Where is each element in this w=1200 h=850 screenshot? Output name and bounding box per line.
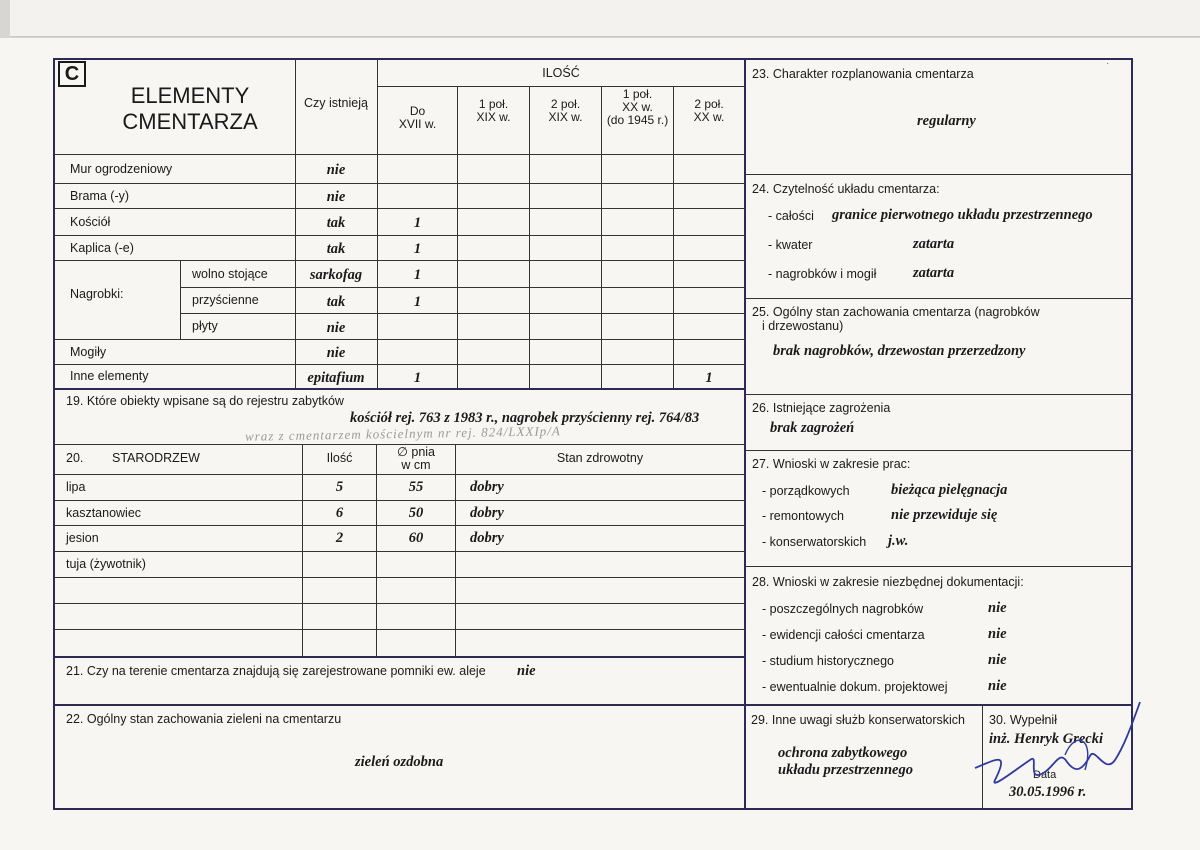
s27-item-value: bieżąca pielęgnacja (891, 482, 1008, 498)
form-title-line1: ELEMENTY (130, 83, 250, 108)
period-header-line: 1 poł. (478, 97, 509, 111)
element-exists-value: tak (326, 293, 346, 310)
element-row-label: Kaplica (-e) (70, 240, 134, 255)
s28-item-value: nie (988, 626, 1007, 642)
section-badge: C (58, 61, 86, 87)
period-header-line: XVII w. (398, 117, 437, 131)
element-row-label: Brama (-y) (70, 188, 130, 203)
s20-title: STARODRZEW (112, 451, 200, 465)
s24-item-value: zatarta (913, 236, 955, 252)
s19-label: 19. Które obiekty wpisane są do rejestru zabytków (66, 394, 344, 408)
period-header-line: 2 poł. (694, 97, 724, 111)
s26-value: brak zagrożeń (770, 420, 855, 436)
tree-health: dobry (470, 530, 504, 546)
element-qty-value: 1 (413, 241, 422, 257)
period-header-line: XX w. (622, 100, 653, 114)
period-header-line: 2 poł. (550, 97, 581, 111)
period-header-line: XIX w. (548, 110, 583, 124)
s22-label: 22. Ogólny stan zachowania zieleni na cmentarzu (66, 712, 342, 726)
s20-col-diam: ∅ pnia (397, 445, 435, 459)
s27-item-value: nie przewiduje się (891, 507, 998, 523)
period-header-line: XIX w. (476, 110, 511, 124)
col-exists-header: Czy istnieją (304, 96, 368, 110)
period-header-line: Do (409, 104, 426, 118)
s29-value2: układu przestrzennego (778, 762, 913, 778)
s26-label: 26. Istniejące zagrożenia (752, 401, 891, 415)
tree-diameter: 60 (408, 530, 424, 546)
s28-item-value: nie (988, 600, 1007, 616)
element-exists-value: sarkofag (309, 267, 363, 283)
corner-mark: · (1106, 58, 1110, 69)
s23-label: 23. Charakter rozplanowania cmentarza (752, 67, 974, 81)
s27-label: 27. Wnioski w zakresie prac: (752, 457, 911, 471)
tree-diameter: 55 (408, 479, 424, 495)
s24-item-label: - kwater (768, 238, 813, 252)
s30-label: 30. Wypełnił (989, 713, 1057, 727)
nagrobki-label: Nagrobki: (70, 287, 124, 301)
tree-name: jesion (66, 531, 99, 545)
s20-col-diam2: w cm (401, 458, 431, 472)
element-row-label: Kościół (70, 214, 111, 229)
element-qty-value: 1 (413, 215, 422, 231)
tree-count: 2 (335, 530, 344, 546)
element-exists-value: nie (326, 345, 346, 361)
element-row-label: Inne elementy (70, 369, 149, 383)
s22-value: zieleń ozdobna (355, 754, 444, 770)
tree-count: 5 (335, 479, 344, 495)
s19-pencil-note: wraz z cmentarzem kościelnym nr rej. 824/LXXIp/A (244, 423, 561, 444)
s28-item-value: nie (988, 678, 1007, 694)
element-row-label: wolno stojące (192, 266, 268, 281)
s28-item-label: - ewentualnie dokum. projektowej (762, 680, 948, 694)
s30-name: inż. Henryk Grecki (989, 731, 1103, 747)
s20-num: 20. (66, 451, 84, 465)
s25-label2: i drzewostanu) (762, 319, 844, 333)
s19-value: kościół rej. 763 z 1983 r., nagrobek przyścienny rej. 764/83 (350, 410, 700, 426)
s28-item-label: - studium historycznego (762, 654, 895, 668)
tree-health: dobry (470, 505, 504, 521)
s24-item-value: granice pierwotnego układu przestrzennego (832, 207, 1093, 223)
s21-value: nie (517, 663, 536, 679)
s25-label1: 25. Ogólny stan zachowania cmentarza (nagrobków (752, 305, 1040, 319)
s27-item-value: j.w. (888, 533, 909, 549)
element-row-label: Mur ogrodzeniowy (70, 161, 173, 176)
s24-item-label: - nagrobków i mogił (768, 267, 877, 281)
tree-count: 6 (335, 505, 344, 521)
period-header-line: XX w. (693, 110, 725, 124)
s20-col-count: Ilość (326, 451, 353, 465)
s29-label: 29. Inne uwagi służb konserwatorskich (751, 713, 966, 727)
element-exists-value: tak (326, 215, 346, 231)
page-top-strip (0, 0, 1200, 38)
period-header-line: (do 1945 r.) (606, 113, 669, 127)
s27-item-label: - konserwatorskich (762, 535, 867, 549)
element-exists-value: tak (326, 241, 346, 257)
s28-item-label: - poszczególnych nagrobków (762, 602, 924, 616)
s28-item-value: nie (988, 652, 1007, 668)
s27-item-label: - remontowych (762, 509, 844, 523)
s30-date-label: Data (1033, 769, 1057, 781)
tree-health: dobry (470, 479, 504, 495)
main-divider (744, 58, 746, 810)
tree-name: lipa (66, 480, 86, 494)
s25-value: brak nagrobków, drzewostan przerzedzony (773, 343, 1026, 359)
element-exists-value: nie (326, 189, 346, 205)
s27-item-label: - porządkowych (762, 484, 850, 498)
s30-date: 30.05.1996 r. (1009, 784, 1087, 800)
element-row-label: płyty (192, 319, 218, 333)
s24-item-label: - całości (768, 209, 814, 223)
element-exists-value: epitafium (307, 369, 365, 386)
element-exists-value: nie (326, 162, 346, 178)
tree-diameter: 50 (408, 505, 424, 521)
s24-item-value: zatarta (913, 265, 955, 281)
element-qty-value: 1 (705, 369, 713, 386)
s29-value1: ochrona zabytkowego (778, 745, 908, 761)
signature-scribble (955, 690, 1155, 800)
s28-item-label: - ewidencji całości cmentarza (762, 628, 925, 642)
col-qty-header: ILOŚĆ (542, 66, 580, 80)
period-header-line: 1 poł. (622, 87, 653, 101)
element-qty-value: 1 (413, 293, 422, 310)
tree-name: tuja (żywotnik) (66, 557, 146, 571)
tree-name: kasztanowiec (66, 506, 142, 520)
element-qty-value: 1 (413, 369, 422, 386)
element-row-label: Mogiły (70, 344, 107, 359)
element-qty-value: 1 (413, 267, 422, 283)
element-exists-value: nie (326, 319, 346, 336)
s21-label: 21. Czy na terenie cmentarza znajdują się zarejestrowane pomniki ew. aleje (66, 664, 486, 678)
element-row-label: przyścienne (192, 293, 259, 307)
s28-label: 28. Wnioski w zakresie niezbędnej dokumentacji: (752, 575, 1024, 589)
form-title-line2: CMENTARZA (122, 109, 258, 134)
s24-label: 24. Czytelność układu cmentarza: (752, 182, 940, 196)
s20-col-health: Stan zdrowotny (556, 451, 644, 465)
s23-value: regularny (917, 113, 976, 129)
